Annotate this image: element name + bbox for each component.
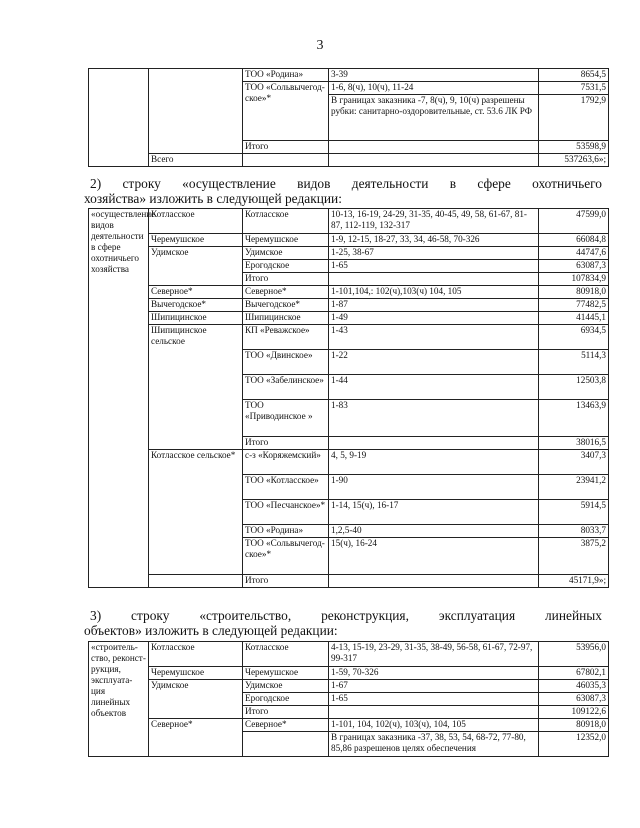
blocks-cell: 1-43: [329, 325, 539, 350]
table-row: [89, 667, 609, 680]
area-cell: 80918,0: [539, 286, 609, 299]
table-row: [89, 247, 609, 260]
org-cell: ТОО «Котласское»: [243, 475, 329, 500]
org-cell: Итого: [243, 437, 329, 450]
area-cell: 1792,9: [539, 95, 609, 141]
area-cell: 3407,3: [539, 450, 609, 475]
org-cell: Ерогодское: [243, 693, 329, 706]
area-cell: 6934,5: [539, 325, 609, 350]
area-cell: 7531,5: [539, 82, 609, 95]
area-cell: 38016,5: [539, 437, 609, 450]
table-row: [89, 299, 609, 312]
district-cell: Котласское: [149, 209, 243, 234]
blocks-cell: 3-39: [329, 69, 539, 82]
area-cell: 63087,3: [539, 693, 609, 706]
org-cell: Итого: [243, 706, 329, 719]
org-cell: Котласское: [243, 642, 329, 667]
org-cell: ТОО «Забелинское»: [243, 375, 329, 400]
org-cell: Вычегодское*: [243, 299, 329, 312]
blocks-cell: 10-13, 16-19, 24-29, 31-35, 40-45, 49, 58, 61-67, 81-87, 112-119, 132-317: [329, 209, 539, 234]
district-cell: Удимское: [149, 680, 243, 719]
paragraph-2-line1: 2) строку «осуществление видов деятельности в сфере охотничьего: [90, 176, 602, 191]
blocks-cell: 1-25, 38-67: [329, 247, 539, 260]
area-cell: 12352,0: [539, 732, 609, 757]
org-cell: Итого: [243, 273, 329, 286]
district-cell: Северное*: [149, 719, 243, 757]
table-row: [89, 325, 609, 350]
area-cell: 109122,6: [539, 706, 609, 719]
blocks-cell: [329, 575, 539, 588]
blocks-cell: 1-83: [329, 400, 539, 437]
blocks-cell: 1-87: [329, 299, 539, 312]
activity-cell: «осуществление видов деятельности в сфере охотничьего хозяйства: [89, 209, 149, 588]
table-row: [89, 642, 609, 667]
table-row: [89, 680, 609, 693]
paragraph-3-line1: 3) строку «строительство, реконструкция, эксплуатация линейных: [90, 608, 602, 623]
table-row: [89, 450, 609, 475]
area-cell: 45171,9»;: [539, 575, 609, 588]
area-cell: 8033,7: [539, 525, 609, 538]
table-hunting: [88, 208, 609, 588]
area-cell: 53956,0: [539, 642, 609, 667]
area-cell: 5914,5: [539, 500, 609, 525]
org-cell: ТОО «Приводинское »: [243, 400, 329, 437]
org-cell: Котласское: [243, 209, 329, 234]
org-cell: Итого: [243, 141, 329, 154]
org-cell: Черемушское: [243, 667, 329, 680]
table-row: [89, 312, 609, 325]
table-construction: [88, 641, 609, 757]
table-row: [89, 209, 609, 234]
paragraph-3-line2: объектов» изложить в следующей редакции:: [84, 623, 338, 638]
blocks-cell: 1-9, 12-15, 18-27, 33, 34, 46-58, 70-326: [329, 234, 539, 247]
table-row: [89, 69, 609, 82]
org-cell: ТОО «Родина»: [243, 69, 329, 82]
blocks-cell: 1-67: [329, 680, 539, 693]
org-cell: ТОО «Родина»: [243, 525, 329, 538]
blocks-cell: [329, 141, 539, 154]
district-cell: Шипицинское сельское: [149, 325, 243, 450]
blocks-cell: 1-59, 70-326: [329, 667, 539, 680]
area-cell: 5114,3: [539, 350, 609, 375]
district-cell: Черемушское: [149, 234, 243, 247]
org-cell: Северное*: [243, 719, 329, 732]
area-cell: 53598,9: [539, 141, 609, 154]
area-cell: 3875,2: [539, 538, 609, 575]
blocks-cell: [329, 273, 539, 286]
page-number: 3: [316, 38, 324, 53]
area-cell: 12503,8: [539, 375, 609, 400]
district-cell: Черемушское: [149, 667, 243, 680]
area-cell: 8654,5: [539, 69, 609, 82]
total-label: Всего: [149, 154, 243, 167]
blocks-cell: 1-65: [329, 693, 539, 706]
org-cell: Удимское: [243, 247, 329, 260]
blocks-cell: 1,2,5-40: [329, 525, 539, 538]
org-cell: ТОО «Двинское»: [243, 350, 329, 375]
blocks-cell: 1-22: [329, 350, 539, 375]
blocks-cell: 1-49: [329, 312, 539, 325]
paragraph-2-line2: хозяйства» изложить в следующей редакции:: [84, 191, 342, 206]
blocks-cell: 1-6, 8(ч), 10(ч), 11-24: [329, 82, 539, 95]
area-cell: 47599,0: [539, 209, 609, 234]
area-cell: 107834,9: [539, 273, 609, 286]
paragraph-2: [84, 176, 602, 206]
area-cell: 77482,5: [539, 299, 609, 312]
org-cell: ТОО «Сольвычегод-ское»*: [243, 82, 329, 141]
org-cell: Шипицинское: [243, 312, 329, 325]
district-cell: Вычегодское*: [149, 299, 243, 312]
org-cell: КП «Реважское»: [243, 325, 329, 350]
area-cell: 41445,1: [539, 312, 609, 325]
area-cell: 13463,9: [539, 400, 609, 437]
blocks-cell: [329, 437, 539, 450]
blocks-cell: 15(ч), 16-24: [329, 538, 539, 575]
blocks-cell: 1-101, 104, 102(ч), 103(ч), 104, 105: [329, 719, 539, 732]
blocks-cell: 4-13, 15-19, 23-29, 31-35, 38-49, 56-58, 61-67, 72-97, 99-317: [329, 642, 539, 667]
blocks-cell: 1-101,104,: 102(ч),103(ч) 104, 105: [329, 286, 539, 299]
area-cell: 67802,1: [539, 667, 609, 680]
area-cell: 44747,6: [539, 247, 609, 260]
district-cell: Котласское сельское*: [149, 450, 243, 575]
table-row: [89, 286, 609, 299]
blocks-cell: [329, 706, 539, 719]
area-cell: 63087,3: [539, 260, 609, 273]
blocks-cell: В границах заказника -7, 8(ч), 9, 10(ч) разрешены рубки: санитарно-оздоровительные, ст. 53.6 ЛК РФ: [329, 95, 539, 141]
org-cell: ТОО «Песчанское»*: [243, 500, 329, 525]
district-cell: Шипицинское: [149, 312, 243, 325]
org-cell: Северное*: [243, 286, 329, 299]
org-cell: ТОО «Сольвычегод-ское»*: [243, 538, 329, 575]
table-continuation: [88, 68, 609, 167]
area-cell: 46035,3: [539, 680, 609, 693]
org-cell: Удимское: [243, 680, 329, 693]
paragraph-3: [84, 608, 602, 638]
blocks-cell: 1-90: [329, 475, 539, 500]
blocks-cell: В границах заказника -37, 38, 53, 54, 68-72, 77-80, 85,86 разрешенов целях обеспечения: [329, 732, 539, 757]
table-row: [89, 234, 609, 247]
area-cell: 80918,0: [539, 719, 609, 732]
table-row: [89, 719, 609, 732]
table-row: [89, 154, 609, 167]
org-cell: с-з «Коряжемский»: [243, 450, 329, 475]
district-cell: Удимское: [149, 247, 243, 286]
area-cell: 66084,8: [539, 234, 609, 247]
blocks-cell: 1-44: [329, 375, 539, 400]
area-cell: 23941,2: [539, 475, 609, 500]
district-cell: Котласское: [149, 642, 243, 667]
blocks-cell: 1-14, 15(ч), 16-17: [329, 500, 539, 525]
blocks-cell: 1-65: [329, 260, 539, 273]
table-row: [89, 575, 609, 588]
district-cell: Северное*: [149, 286, 243, 299]
blocks-cell: 4, 5, 9-19: [329, 450, 539, 475]
activity-cell: «строитель-ство, реконст-рукция, эксплуата-ция линейных объектов: [89, 642, 149, 757]
org-cell: Итого: [243, 575, 329, 588]
org-cell: Черемушское: [243, 234, 329, 247]
total-value: 537263,6»;: [539, 154, 609, 167]
org-cell: Ерогодское: [243, 260, 329, 273]
